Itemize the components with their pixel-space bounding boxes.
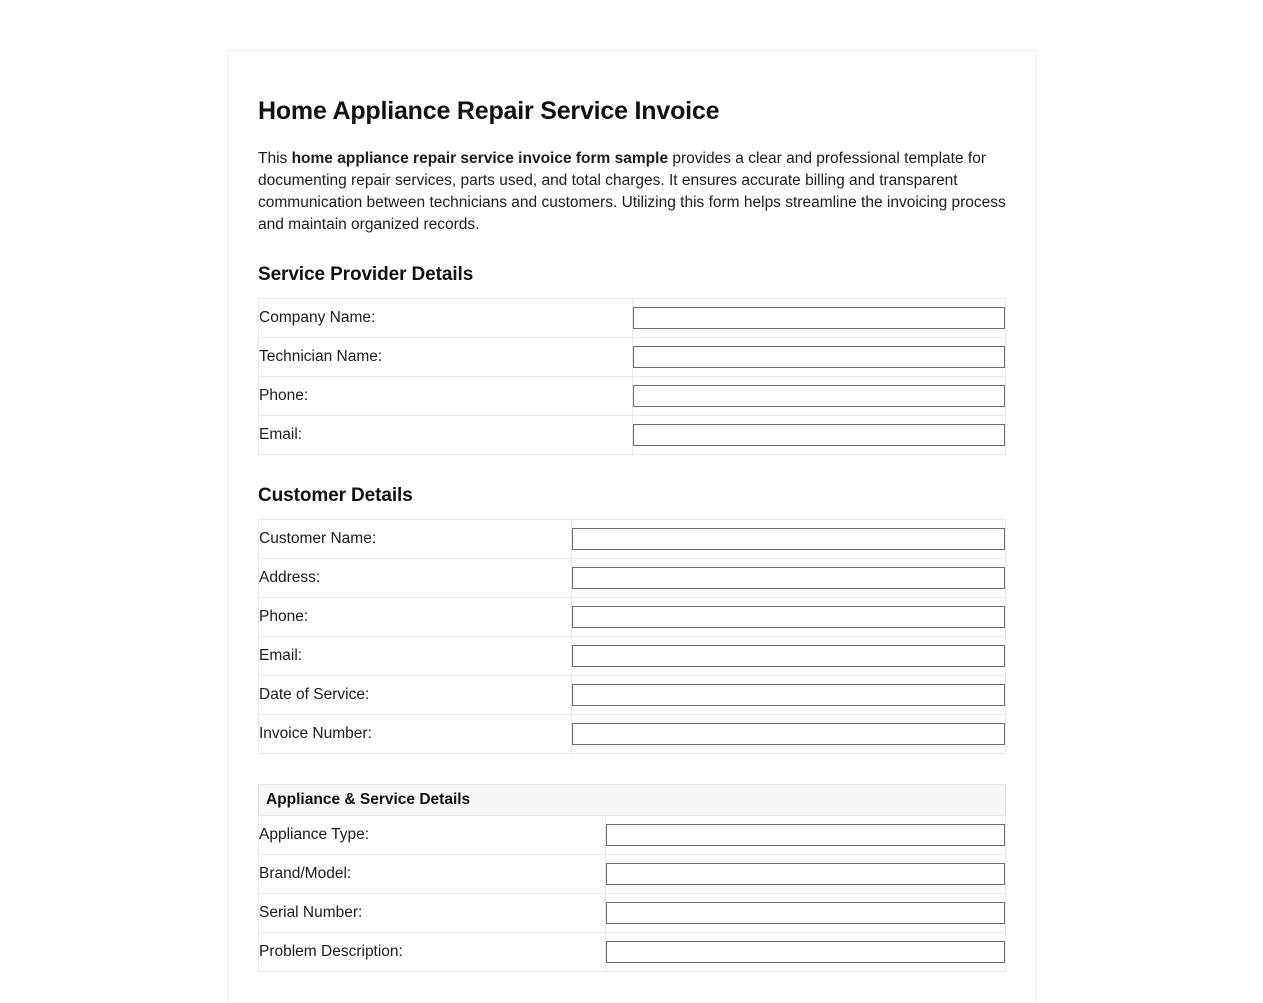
table-row	[259, 559, 1006, 598]
field-cell	[632, 377, 1006, 416]
text-input-problem-description[interactable]	[606, 941, 1005, 963]
intro-paragraph	[258, 148, 1006, 236]
table-header-row-appliance-service	[259, 785, 1006, 816]
field-cell	[606, 855, 1006, 894]
form-table-appliance-service	[258, 784, 1006, 972]
intro-bold-phrase: home appliance repair service invoice form sample	[291, 150, 669, 167]
text-input-address[interactable]	[572, 567, 1005, 589]
field-label: Address:	[259, 559, 572, 598]
field-label: Phone:	[259, 377, 633, 416]
table-row	[259, 894, 1006, 933]
field-label: Appliance Type:	[259, 816, 606, 855]
table-row	[259, 520, 1006, 559]
text-input-brandmodel[interactable]	[606, 863, 1005, 885]
form-sections	[258, 264, 1006, 972]
field-cell	[606, 933, 1006, 972]
text-input-company-name[interactable]	[633, 307, 1006, 329]
text-input-email[interactable]	[633, 424, 1006, 446]
field-label: Brand/Model:	[259, 855, 606, 894]
table-row	[259, 416, 1006, 455]
intro-lead: This	[258, 150, 292, 167]
table-row	[259, 598, 1006, 637]
field-cell	[572, 715, 1006, 754]
intro-rest: provides a clear and professional template for documenting repair services, parts used, and total charges. It ensures accurate billing and transparent communication between technicians and customers. Utilizing this form helps streamline the invoicing process and maintain organized records.	[258, 150, 1006, 233]
text-input-date-of-service[interactable]	[572, 684, 1005, 706]
section-heading-customer: Customer Details	[258, 485, 413, 506]
text-input-invoice-number[interactable]	[572, 723, 1005, 745]
field-cell	[632, 338, 1006, 377]
field-label: Invoice Number:	[259, 715, 572, 754]
field-cell	[572, 637, 1006, 676]
table-row	[259, 933, 1006, 972]
table-header-label: Appliance & Service Details	[259, 785, 1006, 816]
field-label: Technician Name:	[259, 338, 633, 377]
table-row	[259, 676, 1006, 715]
text-input-serial-number[interactable]	[606, 902, 1005, 924]
field-label: Serial Number:	[259, 894, 606, 933]
field-label: Company Name:	[259, 299, 633, 338]
text-input-phone[interactable]	[633, 385, 1006, 407]
table-row	[259, 299, 1006, 338]
table-row	[259, 338, 1006, 377]
field-label: Email:	[259, 416, 633, 455]
text-input-email[interactable]	[572, 645, 1005, 667]
section-heading-service-provider: Service Provider Details	[258, 264, 474, 285]
table-row	[259, 816, 1006, 855]
field-label: Customer Name:	[259, 520, 572, 559]
field-cell	[606, 816, 1006, 855]
field-cell	[572, 520, 1006, 559]
form-table-service-provider	[258, 298, 1006, 455]
field-cell	[572, 559, 1006, 598]
form-table-customer	[258, 519, 1006, 754]
text-input-phone[interactable]	[572, 606, 1005, 628]
table-row	[259, 377, 1006, 416]
field-label: Phone:	[259, 598, 572, 637]
field-label: Problem Description:	[259, 933, 606, 972]
field-cell	[572, 676, 1006, 715]
table-row	[259, 855, 1006, 894]
table-row	[259, 715, 1006, 754]
document-page	[227, 50, 1037, 1003]
text-input-appliance-type[interactable]	[606, 824, 1005, 846]
field-cell	[632, 299, 1006, 338]
field-cell	[606, 894, 1006, 933]
document-body	[228, 51, 1036, 972]
text-input-technician-name[interactable]	[633, 346, 1006, 368]
field-cell	[572, 598, 1006, 637]
text-input-customer-name[interactable]	[572, 528, 1005, 550]
field-cell	[632, 416, 1006, 455]
table-row	[259, 637, 1006, 676]
page-title: Home Appliance Repair Service Invoice	[258, 97, 720, 125]
field-label: Email:	[259, 637, 572, 676]
field-label: Date of Service:	[259, 676, 572, 715]
